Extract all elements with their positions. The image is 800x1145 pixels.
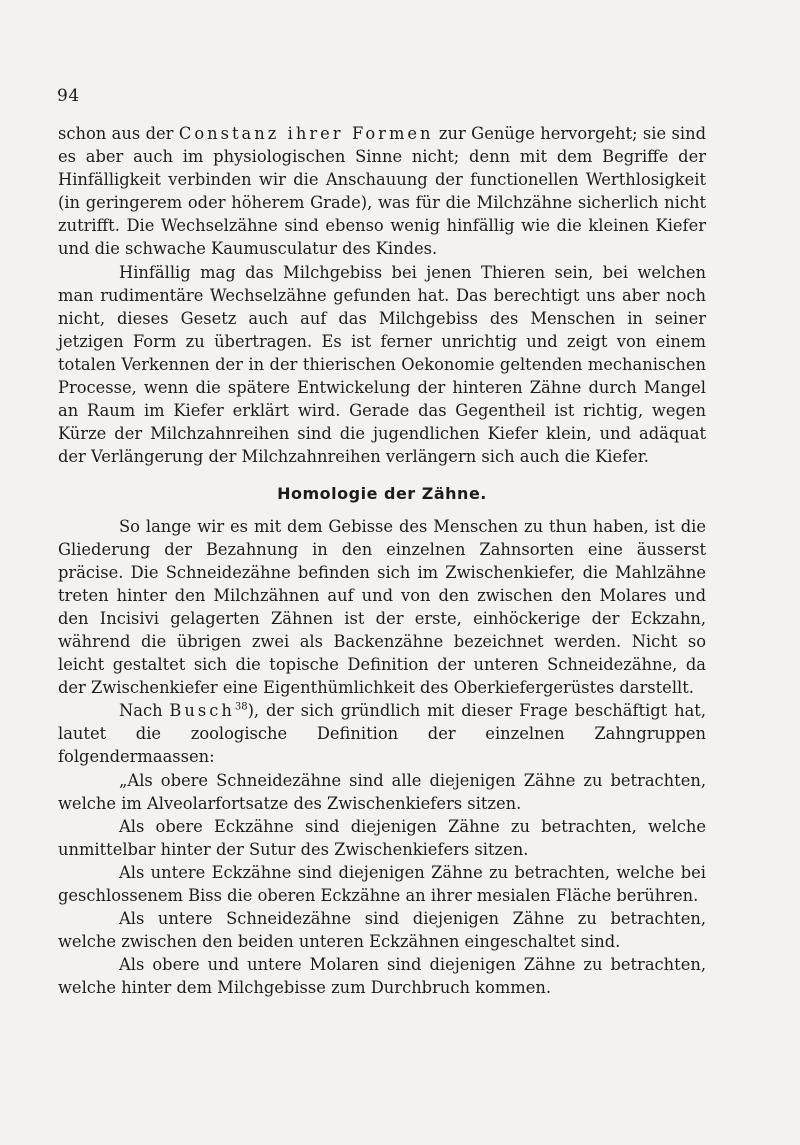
paragraph-8: Als untere Schneidezähne sind diejenigen Zähne zu betrachten, welche zwischen den beiden unteren Eckzähnen eingeschaltet sind. [58, 909, 706, 952]
author-name-busch: Busch [169, 701, 235, 721]
paragraph-6: Als obere Eckzähne sind diejenigen Zähne zu betrachten, welche unmittelbar hinter der Sutur des Zwischenkiefers sitzen. [58, 816, 706, 859]
paragraph-4: Nach Busch$^{38}$), der sich gründlich mit dieser Frage beschäftigt hat, lautet die zoologische Definition der einzelnen Zahngruppen folgendermaassen: [58, 701, 707, 767]
section-heading: Homologie der Zähne. [277, 484, 487, 504]
emphasis-spaced: Constanz ihrer Formen [178, 124, 434, 143]
paragraph-9: Als obere und untere Molaren sind diejenigen Zähne zu betrachten, welche hinter dem Milchgebisse zum Durchbruch kommen. [58, 955, 706, 998]
paragraph-7: Als untere Eckzähne sind diejenigen Zähne zu betrachten, welche bei geschlossenem Biss die oberen Eckzähne an ihrer mesialen Fläche berühren. [58, 862, 706, 905]
paragraph-3: So lange wir es mit dem Gebisse des Menschen zu thun haben, ist die Gliederung der Bezahnung in den einzelnen Zahnsorten eine äusserst präcise. Die Schneidezähne befinden sich im Zwischenkiefer, die Mahlzähne treten hinter den Milchzähnen auf und von den zwischen den Molares und den Incisivi gelagerten Zähnen ist der erste, einhöckerige der Eckzahn, während die übrigen zwei als Backenzähne bezeichnet werden. Nicht so leicht gestaltet sich die topische Definition der unteren Schneidezähne, da der Zwischenkiefer eine Eigenthümlichkeit des Oberkiefergerüstes darstellt. [58, 516, 706, 698]
footnote-reference: 38 [234, 701, 248, 713]
body-text [58, 122, 706, 999]
paragraph-1: schon aus der Constanz ihrer Formen zur Genüge hervorgeht; sie sind es aber auch im physiologischen Sinne nicht; denn mit dem Begriffe der Hinfälligkeit verbinden wir die Anschauung der functionellen Werthlosigkeit (in geringerem oder höherem Grade), was für die Milchzähne sicherlich nicht zutrifft. Die Wechselzähne sind ebenso wenig hinfällig wie die kleinen Kiefer und die schwache Kaumusculatur des Kindes. [58, 124, 706, 259]
paragraph-2: Hinfällig mag das Milchgebiss bei jenen Thieren sein, bei welchen man rudimentäre Wechselzähne gefunden hat. Das berechtigt uns aber noch nicht, dieses Gesetz auch auf das Milchgebiss des Menschen in seiner jetzigen Form zu übertragen. Es ist ferner unrichtig und zeigt von einem totalen Verkennen der in der thierischen Oekonomie geltenden mechanischen Processe, wenn die spätere Entwickelung der hinteren Zähne durch Mangel an Raum im Kiefer erklärt wird. Gerade das Gegentheil ist richtig, wegen Kürze der Milchzahnreihen sind die jugendlichen Kiefer klein, und adäquat der Verlängerung der Milchzahnreihen verlängern sich auch die Kiefer. [58, 262, 706, 467]
page-number: 94 [57, 86, 80, 106]
paragraph-5: „Als obere Schneidezähne sind alle diejenigen Zähne zu betrachten, welche im Alveolarfortsatze des Zwischenkiefers sitzen. [58, 770, 706, 813]
